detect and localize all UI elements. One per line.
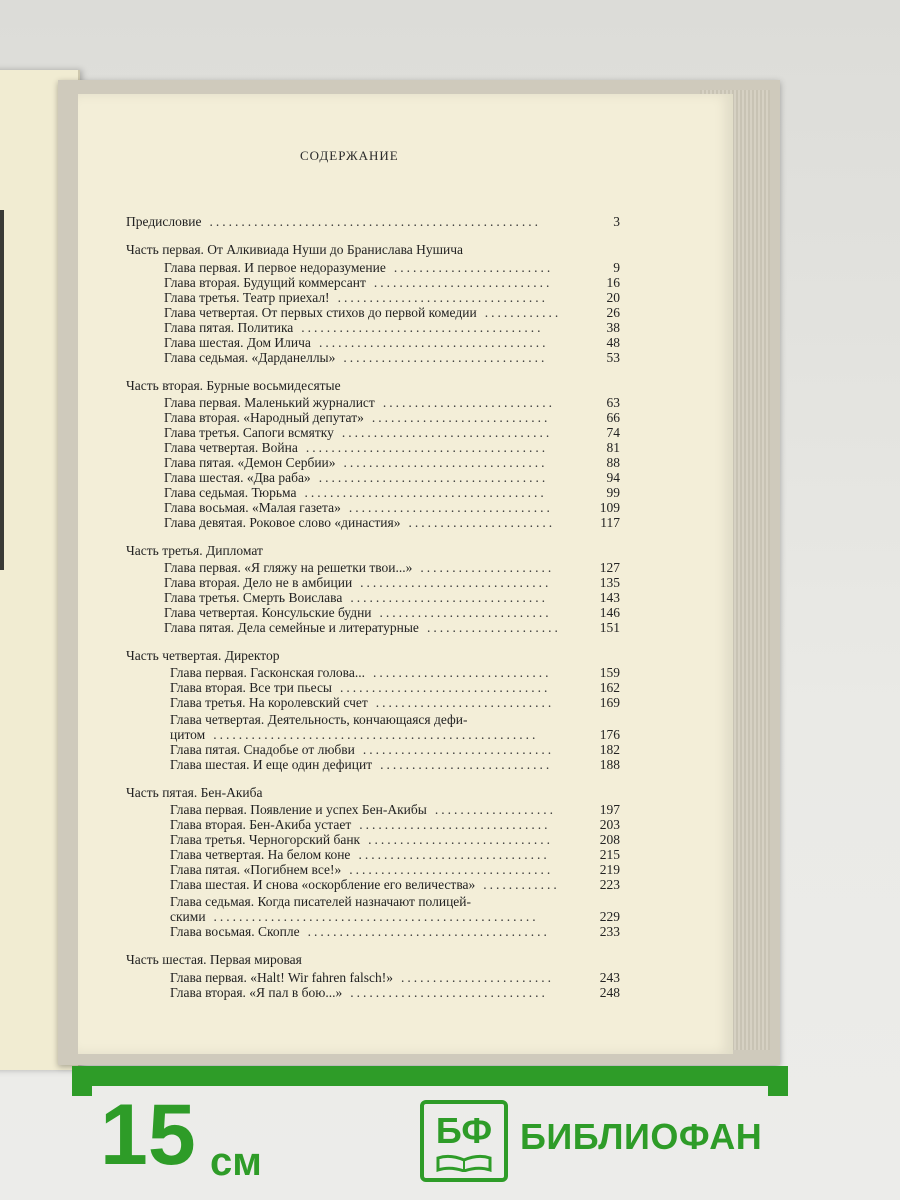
toc-chapter-entry — [164, 605, 620, 621]
toc-page-number: 48 — [606, 335, 620, 350]
toc-page-number: 74 — [606, 425, 620, 440]
toc-leader-dots: .............................. — [358, 847, 550, 862]
toc-chapter-entry — [164, 350, 620, 366]
toc-entry-title: Глава четвертая. На белом коне — [170, 847, 351, 862]
toc-entry-title: скими — [170, 909, 206, 924]
toc-page-number: 219 — [599, 862, 620, 877]
toc-page-number: 63 — [606, 395, 620, 410]
toc-page-number: 135 — [599, 575, 620, 590]
toc-page-number: 127 — [599, 560, 620, 575]
toc-leader-dots: ............................ — [373, 665, 552, 680]
toc-entry-title: Часть вторая. Бурные восьмидесятые — [126, 378, 341, 393]
toc-intro-entry — [126, 214, 620, 230]
toc-chapter-entry — [164, 305, 620, 321]
toc-page-number: 169 — [599, 695, 620, 710]
toc-page-number: 117 — [600, 515, 620, 530]
toc-page-number: 197 — [599, 802, 620, 817]
toc-chapter-entry — [170, 802, 620, 818]
toc-chapter-entry — [170, 727, 620, 743]
toc-entry-title: Глава третья. На королевский счет — [170, 695, 368, 710]
toc-chapter-entry — [170, 862, 620, 878]
toc-chapter-entry — [170, 924, 620, 940]
toc-chapter-entry — [170, 832, 620, 848]
toc-chapter-entry — [170, 742, 620, 758]
toc-leader-dots: ....................... — [408, 515, 556, 530]
toc-title: СОДЕРЖАНИЕ — [300, 148, 399, 163]
toc-leader-dots: ..................... — [426, 620, 561, 635]
toc-entry-title: цитом — [170, 727, 206, 742]
toc-page-number: 20 — [606, 290, 620, 305]
toc-chapter-entry — [170, 712, 620, 728]
toc-chapter-entry — [170, 817, 620, 833]
toc-entry-title: Глава третья. Театр приехал! — [164, 290, 330, 305]
toc-page-number: 143 — [599, 590, 620, 605]
toc-chapter-entry — [170, 894, 620, 910]
toc-entry-title: Глава третья. Сапоги всмятку — [164, 425, 334, 440]
toc-entry-title: Глава третья. Смерть Воислава — [164, 590, 343, 605]
toc-leader-dots: ...................................... — [307, 924, 550, 939]
toc-chapter-entry — [170, 877, 620, 893]
brand-logo — [420, 1100, 508, 1182]
toc-chapter-entry — [164, 560, 620, 576]
toc-entry-title: Глава седьмая. «Дарданеллы» — [164, 350, 336, 365]
toc-chapter-entry — [170, 847, 620, 863]
toc-entry-title: Часть шестая. Первая мировая — [126, 952, 302, 967]
toc-leader-dots: ............ — [484, 305, 562, 320]
ruler-number: 15 — [100, 1087, 196, 1183]
toc-part-heading — [126, 378, 620, 394]
toc-chapter-entry — [164, 515, 620, 531]
toc-page-number: 182 — [599, 742, 620, 757]
toc-entry-title: Глава девятая. Роковое слово «династия» — [164, 515, 401, 530]
toc-entry-title: Глава восьмая. «Малая газета» — [164, 500, 341, 515]
toc-chapter-entry — [164, 485, 620, 501]
toc-page-number: 9 — [613, 260, 620, 275]
toc-leader-dots: ................... — [434, 802, 556, 817]
toc-leader-dots: .................................................... — [209, 214, 541, 229]
toc-leader-dots: ............ — [483, 877, 560, 892]
ruler-bar — [72, 1066, 788, 1086]
toc-part-heading — [126, 543, 620, 559]
toc-entry-title: Глава первая. Гасконская голова... — [170, 665, 365, 680]
toc-chapter-entry — [164, 260, 620, 276]
toc-page-number: 176 — [599, 727, 620, 742]
toc-entry-title: Глава шестая. И снова «оскорбление его величества» — [170, 877, 476, 892]
toc-chapter-entry — [164, 470, 620, 486]
toc-chapter-entry — [164, 455, 620, 471]
toc-chapter-entry — [170, 970, 620, 986]
toc-entry-title: Глава вторая. Будущий коммерсант — [164, 275, 366, 290]
toc-page-number: 88 — [606, 455, 620, 470]
toc-page-number: 53 — [606, 350, 620, 365]
ruler-unit: см — [210, 1140, 262, 1184]
toc-chapter-entry — [164, 425, 620, 441]
toc-page-number: 243 — [599, 970, 620, 985]
toc-leader-dots: ................................................... — [213, 727, 539, 742]
toc-leader-dots: ............................ — [375, 695, 555, 710]
toc-chapter-entry — [164, 590, 620, 606]
toc-page-number: 99 — [606, 485, 620, 500]
toc-entry-title: Часть пятая. Бен-Акиба — [126, 785, 263, 800]
toc-entry-title: Часть четвертая. Директор — [126, 648, 280, 663]
toc-entry-title: Глава четвертая. Консульские будни — [164, 605, 372, 620]
toc-leader-dots: ................................. — [337, 290, 548, 305]
toc-chapter-entry — [164, 290, 620, 306]
toc-page-number: 26 — [606, 305, 620, 320]
toc-entry-title: Глава четвертая. Деятельность, кончающаяся дефи- — [170, 712, 468, 727]
toc-page-number: 66 — [606, 410, 620, 425]
toc-page-number: 188 — [599, 757, 620, 772]
toc-entry-title: Глава пятая. Дела семейные и литературные — [164, 620, 419, 635]
toc-page-number: 81 — [606, 440, 620, 455]
toc-leader-dots: .................................... — [318, 335, 549, 350]
toc-page-number: 151 — [599, 620, 620, 635]
toc-chapter-entry — [164, 275, 620, 291]
toc-leader-dots: ......................... — [393, 260, 554, 275]
toc-entry-title: Глава четвертая. От первых стихов до первой комедии — [164, 305, 477, 320]
toc-page-number: 146 — [599, 605, 620, 620]
toc-page-number: 162 — [599, 680, 620, 695]
toc-page-number: 215 — [599, 847, 620, 862]
toc-entry-title: Глава первая. «Halt! Wir fahren falsch!» — [170, 970, 393, 985]
toc-entry-title: Глава первая. Появление и успех Бен-Акибы — [170, 802, 427, 817]
toc-entry-title: Глава первая. «Я гляжу на решетки твои...» — [164, 560, 413, 575]
toc-page-number: 16 — [606, 275, 620, 290]
toc-leader-dots: ........................... — [380, 757, 553, 772]
toc-chapter-entry — [164, 620, 620, 636]
toc-page-number: 229 — [599, 909, 620, 924]
toc-page-number: 109 — [599, 500, 620, 515]
toc-entry-title: Глава седьмая. Тюрьма — [164, 485, 297, 500]
toc-chapter-entry — [164, 500, 620, 516]
toc-page-number: 248 — [599, 985, 620, 1000]
toc-entry-title: Глава седьмая. Когда писателей назначают полицей- — [170, 894, 472, 909]
toc-entry-title: Часть третья. Дипломат — [126, 543, 263, 558]
toc-leader-dots: ..................... — [420, 560, 555, 575]
toc-page-number: 203 — [599, 817, 620, 832]
toc-chapter-entry — [164, 410, 620, 426]
ruler-tick-left — [72, 1066, 92, 1096]
toc-entry-title: Глава пятая. Снадобье от любви — [170, 742, 355, 757]
open-book-icon — [436, 1154, 492, 1172]
toc-chapter-entry — [164, 440, 620, 456]
toc-part-heading — [126, 952, 620, 968]
toc-page-number: 223 — [599, 877, 620, 892]
toc-entry-title: Глава вторая. «Народный депутат» — [164, 410, 364, 425]
toc-entry-title: Глава первая. И первое недоразумение — [164, 260, 386, 275]
toc-leader-dots: ........................... — [382, 395, 555, 410]
toc-entry-title: Глава четвертая. Война — [164, 440, 298, 455]
toc-page-number: 38 — [606, 320, 620, 335]
brand-name: БИБЛИОФАН — [520, 1116, 763, 1157]
toc-leader-dots: ............................... — [350, 590, 548, 605]
toc-chapter-entry — [164, 575, 620, 591]
toc-chapter-entry — [170, 757, 620, 773]
toc-entry-title: Глава третья. Черногорский банк — [170, 832, 361, 847]
toc-leader-dots: .............................. — [360, 575, 552, 590]
toc-leader-dots: ............................. — [368, 832, 553, 847]
toc-entry-title: Предисловие — [126, 214, 202, 229]
toc-leader-dots: ................................ — [343, 350, 548, 365]
toc-leader-dots: ...................................... — [301, 320, 544, 335]
toc-leader-dots: ...................................... — [304, 485, 547, 500]
toc-page-number: 3 — [613, 214, 620, 229]
toc-entry-title: Глава первая. Маленький журналист — [164, 395, 375, 410]
toc-entry-title: Глава шестая. Дом Илича — [164, 335, 311, 350]
toc-leader-dots: ........................... — [379, 605, 552, 620]
toc-page-number: 208 — [599, 832, 620, 847]
toc-chapter-entry — [164, 335, 620, 351]
toc-entry-title: Глава пятая. Политика — [164, 320, 294, 335]
toc-chapter-entry — [170, 909, 620, 925]
toc-leader-dots: ................................. — [341, 425, 553, 440]
toc-leader-dots: ................................................... — [213, 909, 539, 924]
toc-chapter-entry — [170, 695, 620, 711]
toc-leader-dots: .............................. — [359, 817, 551, 832]
toc-leader-dots: ................................. — [340, 680, 551, 695]
toc-leader-dots: ................................ — [349, 862, 554, 877]
toc-leader-dots: ........................ — [400, 970, 554, 985]
toc-leader-dots: ............................ — [371, 410, 551, 425]
toc-leader-dots: .............................. — [362, 742, 555, 757]
toc-chapter-entry — [170, 680, 620, 696]
toc-leader-dots: ............................... — [350, 985, 548, 1000]
toc-entry-title: Глава пятая. «Погибнем все!» — [170, 862, 342, 877]
toc-leader-dots: .................................... — [318, 470, 549, 485]
toc-entry-title: Глава вторая. Дело не в амбиции — [164, 575, 353, 590]
toc-entry-title: Глава пятая. «Демон Сербии» — [164, 455, 336, 470]
toc-leader-dots: ................................ — [348, 500, 553, 515]
toc-part-heading — [126, 785, 620, 801]
toc-page-number: 233 — [599, 924, 620, 939]
toc-chapter-entry — [164, 395, 620, 411]
toc-leader-dots: ................................ — [343, 455, 548, 470]
toc-chapter-entry — [170, 665, 620, 681]
toc-entry-title: Глава вторая. Все три пьесы — [170, 680, 333, 695]
toc-leader-dots: ............................ — [373, 275, 553, 290]
ruler-tick-right — [768, 1066, 788, 1096]
toc-entry-title: Глава вторая. Бен-Акиба устает — [170, 817, 352, 832]
toc-entry-title: Глава шестая. «Два раба» — [164, 470, 311, 485]
toc-chapter-entry — [164, 320, 620, 336]
toc-entry-title: Глава вторая. «Я пал в бою...» — [170, 985, 343, 1000]
toc-leader-dots: ...................................... — [305, 440, 549, 455]
brand-logo-letters: БФ — [435, 1110, 493, 1151]
toc-part-heading — [126, 648, 620, 664]
toc-page-number: 94 — [606, 470, 620, 485]
toc-chapter-entry — [170, 985, 620, 1001]
toc-entry-title: Глава шестая. И еще один дефицит — [170, 757, 373, 772]
toc-entry-title: Глава восьмая. Скопле — [170, 924, 300, 939]
toc-part-heading — [126, 242, 620, 258]
toc-entry-title: Часть первая. От Алкивиада Нуши до Бранислава Нушича — [126, 242, 464, 257]
toc-page-number: 159 — [599, 665, 620, 680]
